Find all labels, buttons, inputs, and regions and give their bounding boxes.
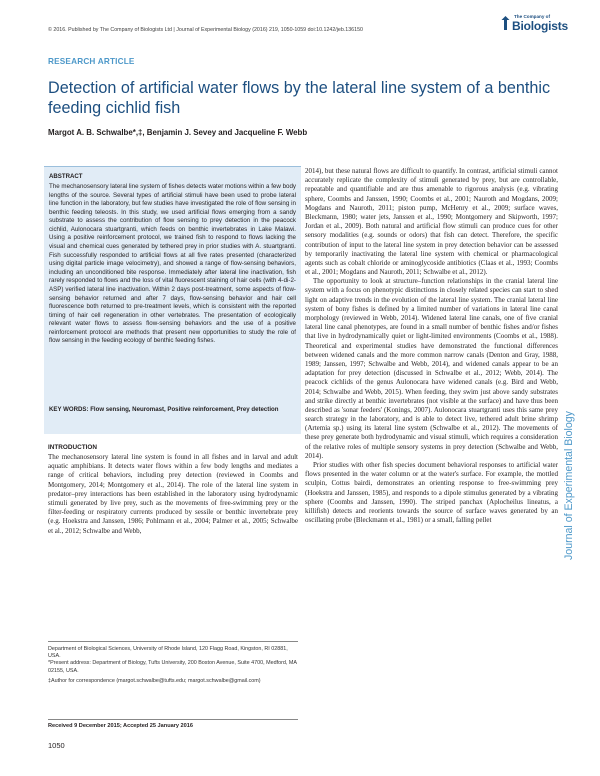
footnote-divider <box>48 641 298 642</box>
abstract-text: The mechanosensory lateral line system of fishes detects water motions within a few body lengths of the source. Several types of artificial stimuli have been used to probe lateral line function in the laboratory, but few studies have investigated the role of flow sensing in benthic feeding teleosts. In this study, we used artificial flows emerging from a sandy substrate to assess the contribution of flow sensing to prey detection in the peacock cichlid, Aulonocara stuartgranti, which feeds on benthic invertebrates in Lake Malawi. Using a positive reinforcement protocol, we trained fish to respond to flows lacking the visual and chemical cues generated by tethered prey in prior studies with A. stuartgranti. Fish successfully responded to artificial flows at all five rates presented (characterized using digital particle image velocimetry), and showed a range of flow-sensing behaviors, including an unconditioned bite response. Immediately after lateral line inactivation, fish rarely responded to flows and the loss of vital fluorescent staining of hair cells (with 4-di-2-ASP) verified lateral line inactivation. Within 2 days post-treatment, some aspects of flow-sensing behavior returned and after 7 days, flow-sensing behavior and hair cell fluorescence both returned to pre-treatment levels, which is consistent with the reported timing of hair cell regeneration in other vertebrates. The presentation of ecologically relevant water flows to assess flow-sensing behaviors and the use of a positive reinforcement protocol are methods that present new opportunities to study the role of flow sensing in the feeding ecology of benthic feeding fishes. <box>49 183 296 345</box>
logo-tagline: The Company of <box>514 14 550 19</box>
keywords: KEY WORDS: Flow sensing, Neuromast, Positive reinforcement, Prey detection <box>49 406 279 413</box>
abstract-heading: ABSTRACT <box>49 173 83 180</box>
abstract-panel <box>44 166 301 434</box>
right-column-body <box>305 167 558 525</box>
journal-citation-header: © 2016. Published by The Company of Biologists Ltd | Journal of Experimental Biology (2016) 219, 1050-1059 doi:10.1242/jeb.136150 <box>48 27 363 33</box>
introduction-heading: INTRODUCTION <box>48 444 97 451</box>
paragraph: Prior studies with other fish species document behavioral responses to artificial water flows presented in the water column or at the water's surface. For example, the mottled sculpin, Cottus bairdi, demonstrates an orienting response to free-swimming prey (Hoekstra and Janssen, 1985), and responds to a dipole stimulus generated by a vibrating sphere (Coombs and Janssen, 1990). The striped panchax (Aplocheilus lineatus, a killifish) detects and reorients towards the source of surface waves generated by an oscillating probe (Bleckmann et al., 1981) or a small, falling pellet <box>305 461 558 525</box>
footnote-present-address: *Present address: Department of Biology, Tufts University, 200 Boston Avenue, Suite 4700, Medford, MA 02155, USA. <box>48 660 297 674</box>
page-number: 1050 <box>48 741 65 750</box>
paragraph: The opportunity to look at structure–function relationships in the cranial lateral line system with a focus on phenotypic distinctions in closely related species can start to shed light on adaptive trends in the evolution of the lateral line system. The cranial lateral line system of bony fishes is defined by a limited number of variations in lateral line canal morphology (reviewed in Webb, 2014). Widened lateral line canals, one of five cranial lateral line canal phenotypes, are found in a small number of benthic fishes and/or fishes that live in hydrodynamically quiet or light-limited environments (Coombs et al., 1988). Theoretical and experimental studies have demonstrated the functional differences between widened canals and the more common narrow canals (Denton and Gray, 1988, 1989; Janssen, 1997; Schwalbe and Webb, 2014), and widened canals appear to be an adaptation for prey detection (discussed in Schwalbe et al., 2012; Webb, 2014). The peacock cichlids of the genus Aulonocara have widened canals (e.g. Bird and Webb, 2014; Schwalbe and Webb, 2015). When feeding, they swim just above sandy substrates and strike directly at benthic invertebrates (not visible at the surface) and have thus been described as 'sonar feeders' (Konings, 2007). Aulonocara stuartgranti uses this same prey search strategy in the laboratory, and is able to detect live, tethered adult brine shrimp (Artemia sp.) using its lateral line system (Schwalbe et al., 2012). The movements of these prey generate both hydrodynamic and visual stimuli, which requires a consideration of the relative roles of multiple sensory systems in prey detection (Schwalbe and Webb, 2014). <box>305 277 558 460</box>
article-title: Detection of artificial water flows by the lateral line system of a benthic feeding cichlid fish <box>48 79 551 117</box>
paragraph: 2014), but these natural flows are difficult to quantify. In contrast, artificial stimuli cannot accurately replicate the complexity of stimuli generated by prey, but are controllable, repeatable and quantifiable and are thus amenable to rigorous analysis (e.g. vibrating sphere, Coombs and Janssen, 1990; Coombs et al., 2001; Nauroth and Mogdans, 2009; Mogdans and Nauroth, 2011; piston pump, McHenry et al., 2009; surface waves, Bleckmann, 1980; water jets, Janssen et al., 1990; Montgomery and Skipworth, 1997; Jordan et al., 2009). Both natural and artificial flow stimuli can produce cues for other sensory modalities (e.g. sounds or odors) that fish can detect. Therefore, the specific contribution of input to the lateral line system in prey detection behavior can be assessed by temporarily inactivating the lateral line system with chemical or pharmacological agents such as cobalt chloride or aminoglycoside antibiotics (Claas et al., 1993; Coombs et al., 2001; Mogdans and Nauroth, 2011; Schwalbe et al., 2012). <box>305 167 558 277</box>
article-type-label: RESEARCH ARTICLE <box>48 57 135 66</box>
publisher-logo-icon <box>500 15 511 31</box>
introduction-text: The mechanosensory lateral line system is found in all fishes and in larval and adult aquatic amphibians. It detects water flows within a few body lengths and mediates a range of critical behaviors, including prey detection (reviewed in Coombs and Montgomery, 2014; Montgomery et al., 2014). The role of the lateral line system in predator–prey interactions has been established in the laboratory using hydrodynamic stimuli generated by live prey, such as the movements of free-swimming prey or the filter-feeding or respiratory currents produced by sessile or benthic invertebrate prey (e.g. Hoekstra and Janssen, 1986; Pohlmann et al., 2004; Palmer et al., 2005; Schwalbe et al., 2012; Schwalbe and Webb, <box>48 453 298 535</box>
publisher-logo[interactable] <box>500 12 569 40</box>
side-journal-title: Journal of Experimental Biology <box>563 411 575 560</box>
footnote-correspondence[interactable]: ‡Author for correspondence (margot.schwalbe@tufts.edu; margot.schwalbe@gmail.com) <box>48 677 261 684</box>
footnote-affiliation: Department of Biological Sciences, University of Rhode Island, 120 Flagg Road, Kingston, RI 02881, USA. <box>48 646 288 660</box>
author-list: Margot A. B. Schwalbe*,‡, Benjamin J. Sevey and Jacqueline F. Webb <box>48 128 308 137</box>
footnotes <box>48 646 298 685</box>
received-dates: Received 9 December 2015; Accepted 25 January 2016 <box>48 719 298 729</box>
logo-wordmark: Biologists <box>512 19 569 33</box>
